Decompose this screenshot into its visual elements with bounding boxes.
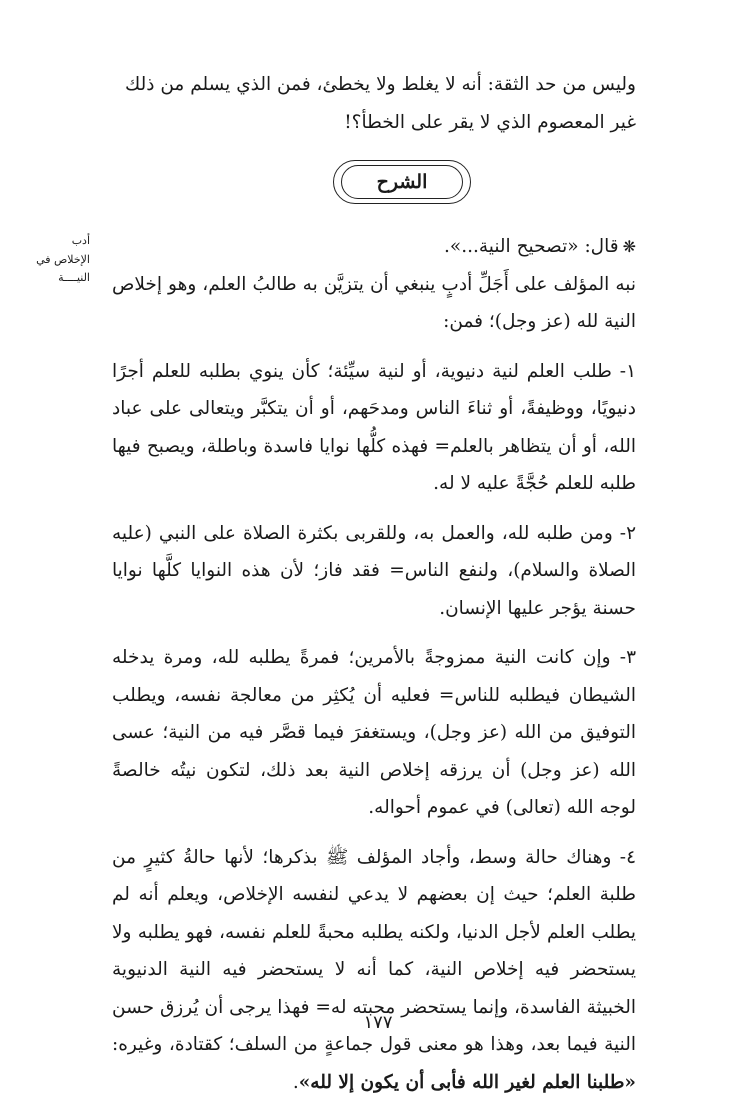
margin-note-line: النيــــة [18, 269, 90, 288]
quote-bold: «طلبنا العلم لغير الله فأبى أن يكون إلا لله» [299, 1072, 636, 1093]
paragraph [112, 839, 636, 1101]
paragraph-text: ٤- وهناك حالة وسط، وأجاد المؤلف ﷺ بذكرها؛ لأنها حالةُ كثيرٍ من طلبة العلم؛ حيث إن بعضهم لا يدعي لنفسه الإخلاص، ويعلم أنه لم يطلب العلم لأجل الدنيا، ولكنه يطلبه محبةً للعلم نفسه، فهو يطلبه ولا يستحضر فيه إخلاص النية، كما أنه لا يستحضر فيه النية الدنيوية الخبيثة الفاسدة، وإنما يستحضر محبته له= فهذا يرجى أن يُرزق حسن النية فيما بعد، وهذا هو معنى قول جماعةٍ من السلف؛ كقتادة، وغيره: [112, 847, 636, 1056]
margin-note-line: الإخلاص في [18, 251, 90, 270]
intro-line: وليس من حد الثقة: أنه لا يغلط ولا يخطئ، فمن الذي يسلم من ذلك [112, 66, 636, 104]
paragraph: نبه المؤلف على أَجَلِّ أدبٍ ينبغي أن يتزيَّن به طالبُ العلم، وهو إخلاص النية لله (عز وجل)؛ فمن: [112, 266, 636, 341]
section-title-frame [333, 160, 471, 204]
commentary-body [112, 228, 636, 1101]
intro-line: غير المعصوم الذي لا يقر على الخطأ؟! [112, 104, 636, 142]
paragraph: ٣- وإن كانت النية ممزوجةً بالأمرين؛ فمرةً يطلبه لله، ومرة يدخله الشيطان فيطلبه للناس= فعليه أن يُكثِر من معالجة نفسه، ويطلب التوفيق من الله (عز وجل)، ويستغفرَ فيما قصَّر فيه من النية؛ عسى الله (عز وجل) أن يرزقه إخلاص النية بعد ذلك، لتكون نيتُه خالصةً لوجه الله (تعالى) في عموم أحواله. [112, 639, 636, 827]
section-title: الشرح [377, 171, 428, 193]
margin-note-line: أدب [18, 232, 90, 251]
page-number: ١٧٧ [300, 1012, 456, 1033]
heading-text: قال: «تصحيح النية...». [444, 236, 619, 257]
paragraph: ٢- ومن طلبه لله، والعمل به، وللقربى بكثرة الصلاة على النبي (عليه الصلاة والسلام)، ولنفع الناس= فقد فاز؛ لأن هذه النوايا كلَّها نوايا حسنة يؤجر عليها الإنسان. [112, 515, 636, 628]
star-icon: ❋ [623, 237, 636, 256]
commentary-heading [112, 228, 636, 266]
margin-note [18, 232, 90, 288]
intro-text [112, 66, 636, 141]
quote-end: . [293, 1072, 299, 1093]
paragraph: ١- طلب العلم لنية دنيوية، أو لنية سيِّئة؛ كأن ينوي بطلبه للعلم أجرًا دنيويًا، ووظيفةً، أو ثناءَ الناس ومدحَهم، أو أن يتكبَّر ويتعالى على عباد الله، أو أن يتظاهر بالعلم= فهذه كلُّها نوايا فاسدة وباطلة، ويصبح فيها طلبه للعلم حُجَّةً عليه لا له. [112, 353, 636, 503]
